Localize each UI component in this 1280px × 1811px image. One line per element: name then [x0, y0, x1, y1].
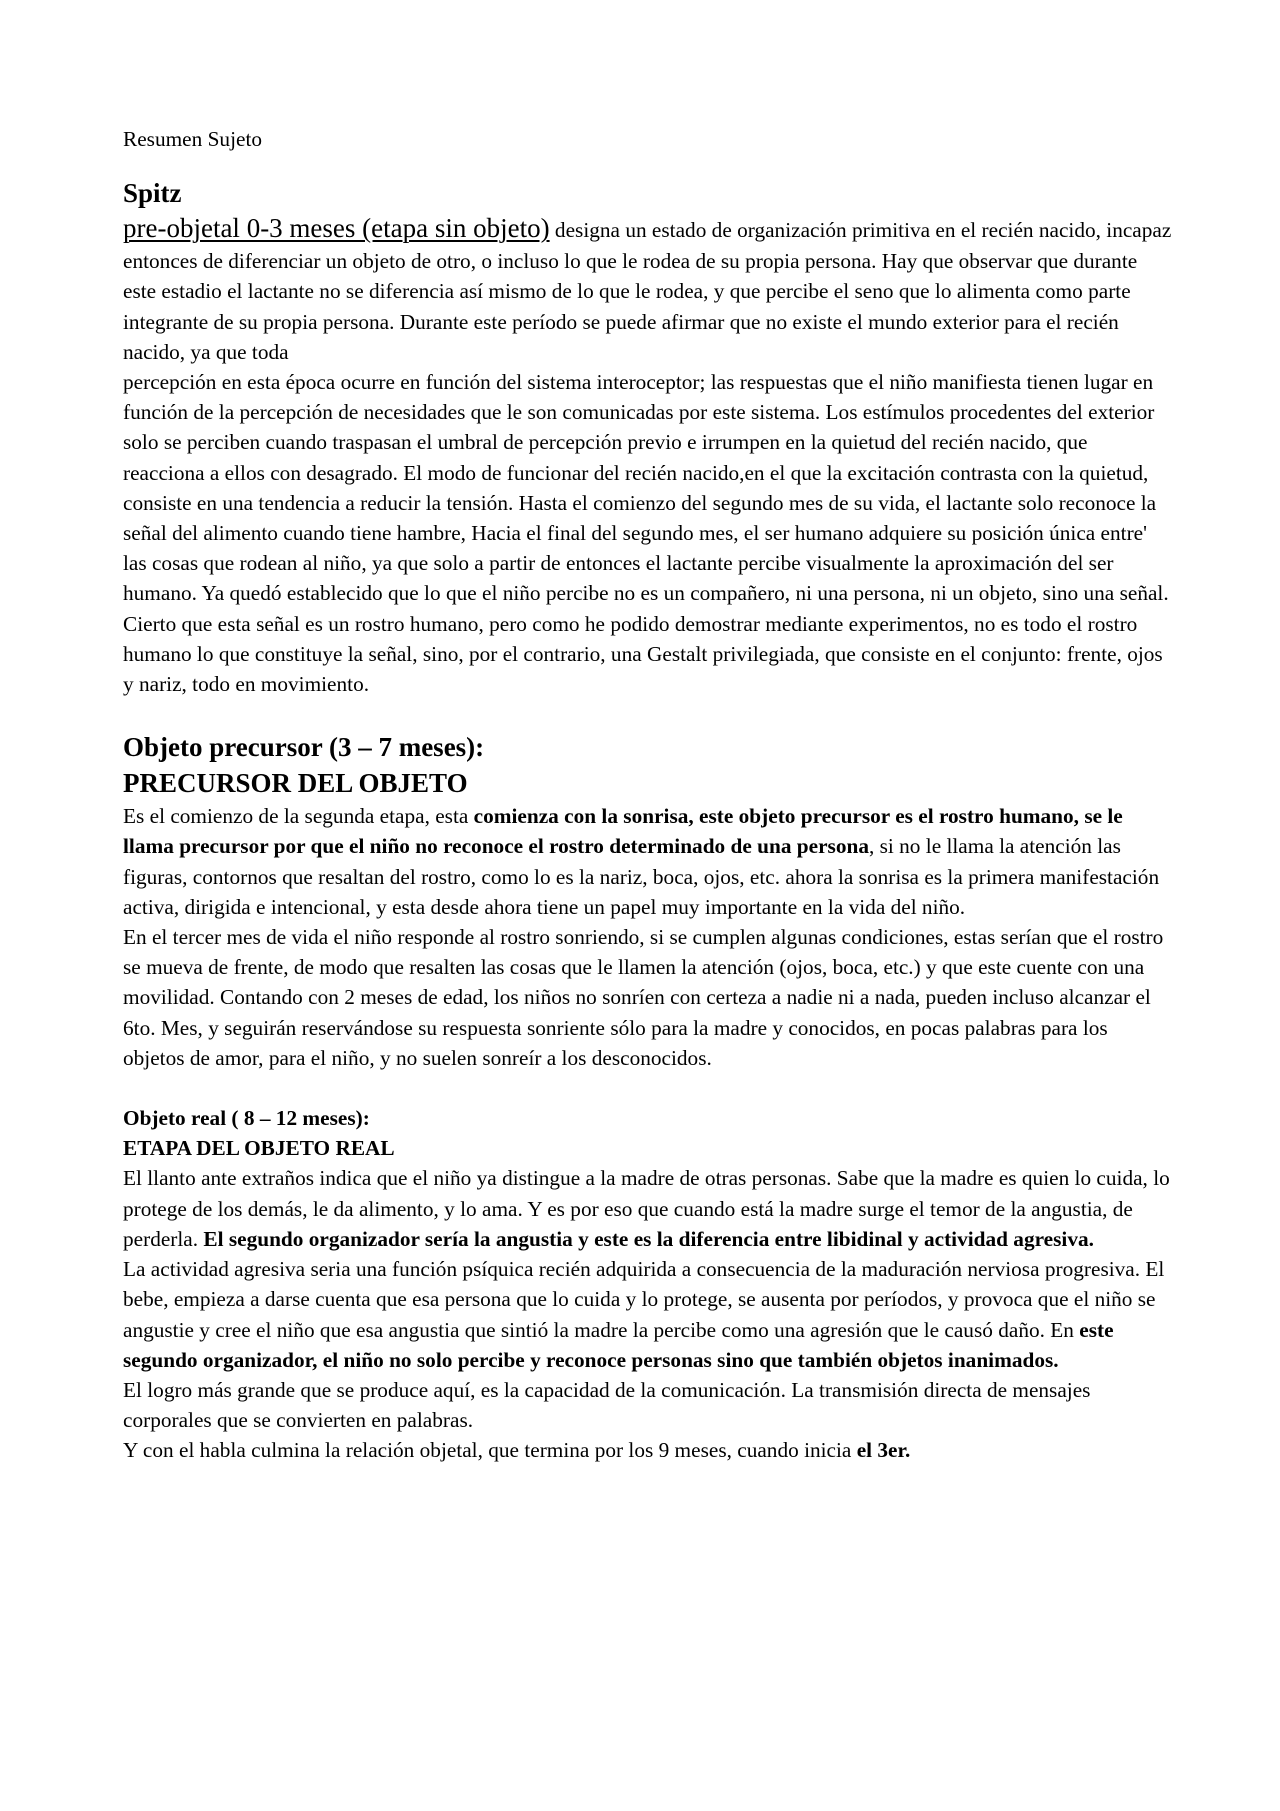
paragraph: [123, 1163, 1173, 1254]
paragraph: El logro más grande que se produce aquí, es la capacidad de la comunicación. La transmisión directa de mensajes corporales que se convierten en palabras.: [123, 1377, 1091, 1433]
paragraph-pre-objetal: [123, 210, 1173, 699]
document-title: Resumen Sujeto: [123, 127, 263, 151]
paragraph-bold-text: el 3er.: [856, 1438, 911, 1463]
section-objeto-real: [123, 1103, 1173, 1465]
section-heading-objeto-real: Objeto real ( 8 – 12 meses):: [123, 1106, 370, 1131]
paragraph: En el tercer mes de vida el niño responde al rostro sonriendo, si se cumplen algunas condiciones, estas serían que el rostro se mueva de frente, de modo que resalten las cosas que le llamen la atención (ojos, boca, etc.) y que este cuente con una movilidad. Contando con 2 meses de edad, los niños no sonríen con certeza a nadie ni a nada, pueden incluso alcanzar el 6to. Mes, y seguirán reservándose su respuesta sonriente sólo para la madre y conocidos, en pocas palabras para los objetos de amor, para el niño, y no suelen sonreír a los desconocidos.: [123, 925, 1164, 1070]
paragraph-bold-text: este segundo organizador, el niño no solo percibe y reconoce personas sino que también objetos inanimados.: [123, 1317, 1114, 1372]
subheading-pre-objetal: pre-objetal 0-3 meses (etapa sin objeto): [123, 213, 550, 244]
paragraph-text: percepción en esta época ocurre en función del sistema interoceptor; las respuestas que el niño manifiesta tienen lugar en función de la percepción de necesidades que le son comunicadas por este sistema. Los estímulos procedentes del exterior solo se perciben cuando traspasan el umbral de percepción previo e irrumpen en la quietud del recién nacido, que reacciona a ellos con desagrado. El modo de funcionar del recién nacido,en el que la excitación contrasta con la quietud, consiste en una tendencia a reducir la tensión. Hasta el comienzo del segundo mes de su vida, el lactante solo reconoce la señal del alimento cuando tiene hambre, Hacia el final del segundo mes, el ser humano adquiere su posición única entre' las cosas que rodean al niño, ya que solo a partir de entonces el lactante percibe visualmente la aproximación del ser humano. Ya quedó establecido que lo que el niño percibe no es un compañero, ni una persona, ni un objeto, sino una señal. Cierto que esta señal es un rostro humano, pero como he podido demostrar mediante experimentos, no es todo el rostro humano lo que constituye la señal, sino, por el contrario, una Gestalt privilegiada, que consiste en el conjunto: frente, ojos y nariz, todo en movimiento.: [123, 370, 1169, 697]
paragraph-bold-text: comienza con la sonrisa, este objeto precursor es el rostro humano, se le llama precursor por que el niño no reconoce el rostro determinado de una persona: [123, 804, 1123, 859]
document-page: [123, 124, 1173, 1466]
paragraph-text: La actividad agresiva seria una función psíquica recién adquirida a consecuencia de la maduración nerviosa progresiva. El bebe, empieza a darse cuenta que esa persona que lo cuida y lo protege, se ausenta por períodos, y provoca que el niño se angustie y cree el niño que esa angustia que sintió la madre la percibe como una agresión que le causó daño. En: [123, 1257, 1165, 1342]
paragraph: [123, 801, 1173, 922]
section-subheading-etapa: ETAPA DEL OBJETO REAL: [123, 1136, 395, 1161]
section-heading-objeto-precursor: Objeto precursor (3 – 7 meses):: [123, 732, 485, 763]
paragraph: [123, 1254, 1173, 1375]
paragraph-text: El llanto ante extraños indica que el niño ya distingue a la madre de otras personas. Sabe que la madre es quien lo cuida, lo protege de los demás, le da alimento, y lo ama. Y es por eso que cuando está la madre surge el temor de la angustia, de perderla.: [123, 1166, 1170, 1251]
paragraph-bold-text: El segundo organizador sería la angustia y este es la diferencia entre libidinal y actividad agresiva.: [203, 1226, 1094, 1251]
paragraph: [123, 1435, 1173, 1465]
paragraph-text: , si no le llama la atención las figuras, contornos que resaltan del rostro, como lo es la nariz, boca, ojos, etc. ahora la sonrisa es la primera manifestación activa, dirigida e intencional, y esta desde ahora tiene un papel muy importante en la vida del niño.: [123, 834, 1160, 919]
paragraph-text: Es el comienzo de la segunda etapa, esta: [123, 804, 474, 829]
paragraph-text: designa un estado de organización primitiva en el recién nacido, incapaz entonces de diferenciar un objeto de otro, o incluso lo que le rodea de su propia persona. Hay que observar que durante este estadio el lactante no se diferencia así mismo de lo que le rodea, y que percibe el seno que lo alimenta como parte integrante de su propia persona. Durante este período se puede afirmar que no existe el mundo exterior para el recién nacido, ya que toda: [123, 218, 1172, 364]
section-spitz: [123, 176, 1173, 699]
section-heading-spitz: Spitz: [123, 178, 182, 209]
section-subheading-precursor: PRECURSOR DEL OBJETO: [123, 768, 468, 799]
section-objeto-precursor: [123, 729, 1173, 1073]
paragraph-text: Y con el habla culmina la relación objetal, que termina por los 9 meses, cuando inicia: [123, 1438, 857, 1463]
